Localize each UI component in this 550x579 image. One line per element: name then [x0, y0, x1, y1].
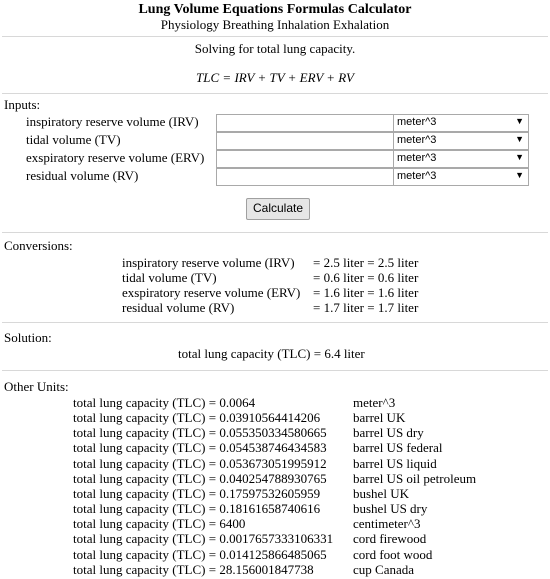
other-unit-expression: total lung capacity (TLC) = 0.040254788930765: [73, 471, 327, 486]
other-unit-name: barrel US oil petroleum: [353, 471, 477, 486]
conversion-value: = 1.7 liter = 1.7 liter: [313, 300, 419, 315]
rv-input[interactable]: [216, 168, 394, 186]
divider: [2, 322, 548, 323]
divider: [2, 232, 548, 233]
solution-section-label: Solution:: [4, 330, 52, 345]
dropdown-arrow-icon: ▼: [515, 152, 524, 162]
solution-result: total lung capacity (TLC) = 6.4 liter: [178, 346, 365, 361]
other-unit-expression: total lung capacity (TLC) = 0.014125866485065: [73, 547, 327, 562]
calculate-button[interactable]: Calculate: [246, 198, 310, 220]
other-unit-expression: total lung capacity (TLC) = 0.054538746434583: [73, 440, 327, 455]
dropdown-arrow-icon: ▼: [515, 170, 524, 180]
conversions-section-label: Conversions:: [4, 238, 73, 253]
other-unit-name: barrel US dry: [353, 425, 424, 440]
page-title: Lung Volume Equations Formulas Calculator: [138, 2, 412, 17]
irv-unit-select[interactable]: [393, 114, 529, 132]
conversion-label: residual volume (RV): [122, 300, 235, 315]
other-unit-expression: total lung capacity (TLC) = 0.0017657333106331: [73, 531, 334, 546]
other-unit-expression: total lung capacity (TLC) = 0.053673051995912: [73, 456, 327, 471]
input-label: tidal volume (TV): [26, 132, 121, 147]
other-unit-name: barrel UK: [353, 410, 406, 425]
conversion-value: = 2.5 liter = 2.5 liter: [313, 255, 419, 270]
other-unit-expression: total lung capacity (TLC) = 28.156001847738: [73, 562, 314, 577]
solving-for-text: Solving for total lung capacity.: [194, 41, 356, 56]
other-unit-expression: total lung capacity (TLC) = 6400: [73, 516, 246, 531]
other-unit-expression: total lung capacity (TLC) = 0.18161658740616: [73, 501, 321, 516]
dropdown-arrow-icon: ▼: [515, 134, 524, 144]
other-unit-expression: total lung capacity (TLC) = 0.17597532605959: [73, 486, 321, 501]
other-unit-name: barrel US federal: [353, 440, 443, 455]
other-unit-name: cord firewood: [353, 531, 427, 546]
input-label: residual volume (RV): [26, 168, 139, 183]
conversion-value: = 0.6 liter = 0.6 liter: [313, 270, 419, 285]
divider: [2, 370, 548, 371]
inputs-section-label: Inputs:: [4, 97, 41, 112]
unit-select-value: meter^3: [397, 134, 437, 146]
dropdown-arrow-icon: ▼: [515, 116, 524, 126]
other-unit-name: cup Canada: [353, 562, 415, 577]
tv-input[interactable]: [216, 132, 394, 150]
other-unit-name: centimeter^3: [353, 516, 421, 531]
erv-unit-select[interactable]: [393, 150, 529, 168]
divider: [2, 36, 548, 37]
conversion-label: exspiratory reserve volume (ERV): [122, 285, 301, 300]
other-unit-expression: total lung capacity (TLC) = 0.0064: [73, 395, 256, 410]
other-units-section-label: Other Units:: [4, 379, 69, 394]
unit-select-value: meter^3: [397, 152, 437, 164]
input-label: exspiratory reserve volume (ERV): [26, 150, 205, 165]
input-label: inspiratory reserve volume (IRV): [26, 114, 199, 129]
irv-input[interactable]: [216, 114, 394, 132]
divider: [2, 93, 548, 94]
tv-unit-select[interactable]: [393, 132, 529, 150]
other-unit-name: cord foot wood: [353, 547, 433, 562]
erv-input[interactable]: [216, 150, 394, 168]
unit-select-value: meter^3: [397, 116, 437, 128]
rv-unit-select[interactable]: [393, 168, 529, 186]
other-unit-name: meter^3: [353, 395, 396, 410]
other-unit-expression: total lung capacity (TLC) = 0.03910564414206: [73, 410, 321, 425]
other-unit-name: bushel US dry: [353, 501, 428, 516]
other-unit-expression: total lung capacity (TLC) = 0.055350334580665: [73, 425, 327, 440]
conversion-label: inspiratory reserve volume (IRV): [122, 255, 295, 270]
unit-select-value: meter^3: [397, 170, 437, 182]
equation-text: TLC = IRV + TV + ERV + RV: [196, 70, 354, 85]
other-unit-name: barrel US liquid: [353, 456, 437, 471]
page-subtitle: Physiology Breathing Inhalation Exhalation: [160, 17, 390, 32]
other-unit-name: bushel UK: [353, 486, 409, 501]
conversion-label: tidal volume (TV): [122, 270, 217, 285]
conversion-value: = 1.6 liter = 1.6 liter: [313, 285, 419, 300]
